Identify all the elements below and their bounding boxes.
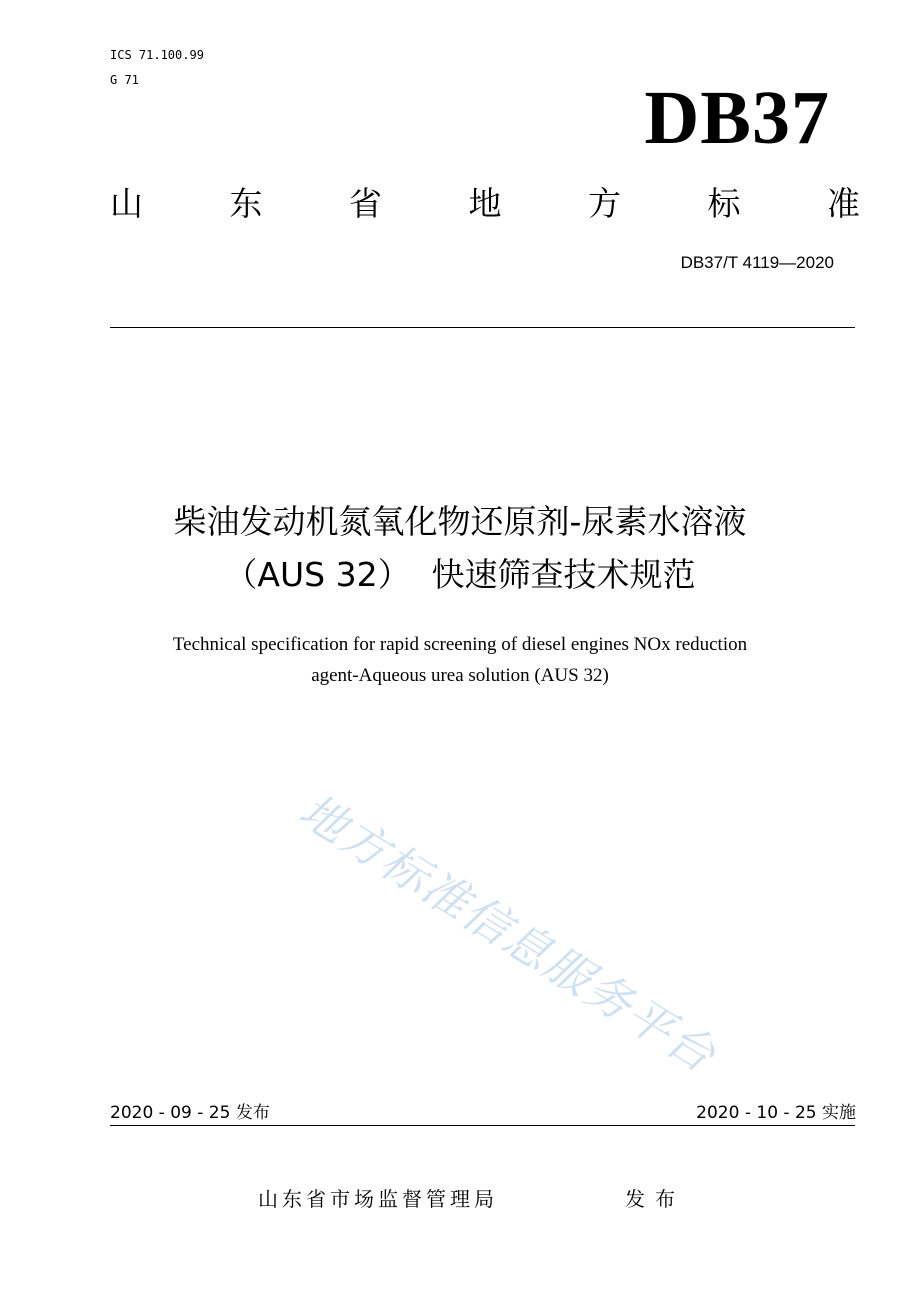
title-english-line-1: Technical specification for rapid screening of diesel engines NOx reduction bbox=[172, 634, 748, 655]
standard-number: DB37/T 4119—2020 bbox=[680, 253, 834, 272]
title-chinese-line-1: 柴油发动机氮氧化物还原剂-尿素水溶液 bbox=[173, 502, 747, 541]
header-divider bbox=[110, 327, 855, 328]
implementation-date: 2020 - 10 - 25 实施 bbox=[696, 1103, 856, 1123]
title-english-line-2: agent-Aqueous urea solution (AUS 32) bbox=[311, 665, 609, 686]
db-code-logo: DB37 bbox=[644, 76, 830, 160]
issue-date: 2020 - 09 - 25 发布 bbox=[110, 1103, 270, 1123]
standard-type-char: 省 bbox=[349, 184, 382, 223]
issue-label: 发布 bbox=[625, 1187, 685, 1211]
standard-type-char: 东 bbox=[229, 184, 263, 223]
title-chinese-line-2: （AUS 32） 快速筛查技术规范 bbox=[224, 555, 696, 594]
standard-type-char: 标 bbox=[707, 184, 741, 223]
standard-type-char: 方 bbox=[588, 184, 621, 223]
issuing-authority: 山东省市场监督管理局 bbox=[258, 1187, 498, 1211]
footer-divider bbox=[110, 1125, 855, 1126]
ics-code: ICS 71.100.99 bbox=[110, 48, 204, 62]
standard-type-char: 地 bbox=[468, 184, 502, 223]
watermark: 地方标准信息服务平台 bbox=[290, 782, 726, 1084]
standard-type-char: 准 bbox=[827, 184, 860, 223]
standard-type-char: 山 bbox=[110, 184, 143, 223]
standard-type bbox=[110, 182, 860, 226]
ccs-code: G 71 bbox=[110, 73, 139, 87]
